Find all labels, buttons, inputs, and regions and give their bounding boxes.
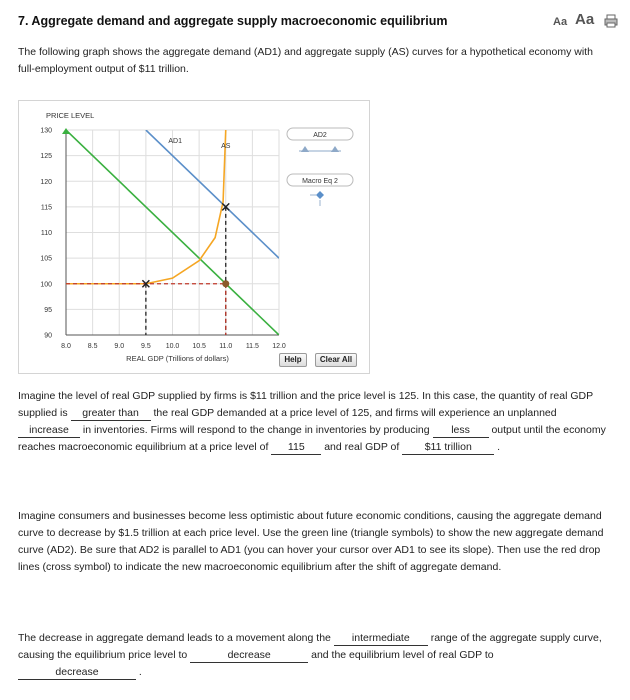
curve-label-as: AS	[221, 142, 231, 150]
answer-blank-gdp-change[interactable]: decrease	[18, 666, 136, 680]
p3-text-3: and the equilibrium level of real GDP to	[311, 649, 494, 661]
y-tick-label: 105	[40, 255, 52, 263]
ad2-tool-label: AD2	[313, 132, 327, 139]
print-icon[interactable]	[604, 14, 618, 28]
x-axis-title: REAL GDP (Trillions of dollars)	[126, 354, 229, 363]
p1-text-5: and real GDP of	[324, 441, 400, 453]
y-tick-label: 125	[40, 153, 52, 161]
macro-eq2-tool-label: Macro Eq 2	[302, 178, 338, 185]
answer-blank-supplied-vs-demanded[interactable]: greater than	[71, 407, 151, 421]
p1-text-6: .	[497, 441, 501, 453]
x-tick-label: 11.5	[245, 343, 259, 350]
font-size-large-button[interactable]: Aa	[575, 11, 595, 28]
x-tick-label: 9.0	[114, 343, 125, 350]
y-tick-label: 110	[40, 230, 52, 237]
answer-blank-price-change[interactable]: decrease	[190, 649, 308, 663]
question-title: 7. Aggregate demand and aggregate supply macroeconomic equilibrium	[18, 14, 448, 28]
p1-text-2: the real GDP demanded at a price level of 125, and firms will experience an unplanned	[153, 407, 557, 419]
help-button[interactable]: Help	[279, 353, 307, 367]
x-tick-label: 10.5	[192, 343, 206, 350]
curve-label-ad1: AD1	[168, 137, 182, 145]
p3-text-1: The decrease in aggregate demand leads to a movement along the	[18, 632, 331, 644]
p3-text-2: range of the aggregate supply curve, causing the equilibrium price level to	[18, 632, 602, 661]
answer-blank-as-range[interactable]: intermediate	[334, 632, 428, 646]
intro-text: The following graph shows the aggregate demand (AD1) and aggregate supply (AS) curves for a hypothetical economy with full-employment output of $11 trillion.	[18, 46, 593, 75]
p1-text-3: in inventories. Firms will respond to the change in inventories by producing	[82, 424, 430, 436]
y-tick-label: 100	[40, 281, 52, 289]
paragraph-1	[18, 388, 612, 456]
p3-text-4: .	[138, 666, 142, 678]
paragraph-3	[18, 630, 612, 681]
clear-all-button[interactable]: Clear All	[315, 353, 357, 367]
answer-blank-inventories[interactable]: increase	[18, 424, 80, 438]
answer-blank-production[interactable]: less	[433, 424, 489, 438]
graph-panel	[18, 100, 370, 374]
answer-blank-price-level[interactable]: 115	[271, 441, 321, 455]
paragraph-2: Imagine consumers and businesses become less optimistic about future economic conditions, causing the aggregate demand curve to decrease by $1.5 trillion at each price level. Use the green line (triangle symbols) to show the new aggregate demand curve (AD2). Be sure that AD2 is parallel to AD1 (you can hover your cursor over AD1 to see its slope). Then use the red drop lines (cross symbol) to indicate the new macroeconomic equilibrium after the shift of aggregate demand.	[18, 510, 604, 573]
x-tick-label: 8.0	[61, 343, 71, 350]
x-tick-label: 8.5	[87, 343, 98, 350]
diamond-icon[interactable]	[316, 191, 324, 199]
triangle-icon[interactable]	[301, 146, 309, 152]
answer-blank-real-gdp[interactable]: $11 trillion	[402, 441, 494, 455]
font-size-small-button[interactable]: Aa	[553, 16, 568, 28]
p1-text-4: output until the economy reaches macroeconomic equilibrium at a price level of	[18, 424, 606, 453]
equilibrium-dot-marker[interactable]	[222, 280, 229, 287]
y-tick-label: 95	[44, 306, 52, 314]
p1-text-1: Imagine the level of real GDP supplied by firms is $11 trillion and the price level is 125. In this case, the quantity of real GDP supplied is	[18, 390, 593, 419]
x-tick-label: 11.0	[219, 343, 233, 350]
ad-as-chart[interactable]	[19, 101, 369, 373]
y-tick-label: 130	[40, 127, 52, 135]
x-tick-label: 9.5	[141, 343, 151, 350]
x-tick-label: 12.0	[272, 343, 286, 350]
y-tick-label: 115	[40, 204, 52, 212]
y-axis-title: PRICE LEVEL	[46, 111, 95, 120]
y-tick-label: 120	[40, 178, 52, 186]
x-tick-label: 10.0	[165, 343, 180, 350]
curve-ad2[interactable]	[146, 130, 279, 258]
triangle-icon[interactable]	[331, 146, 339, 152]
y-tick-label: 90	[44, 332, 52, 340]
